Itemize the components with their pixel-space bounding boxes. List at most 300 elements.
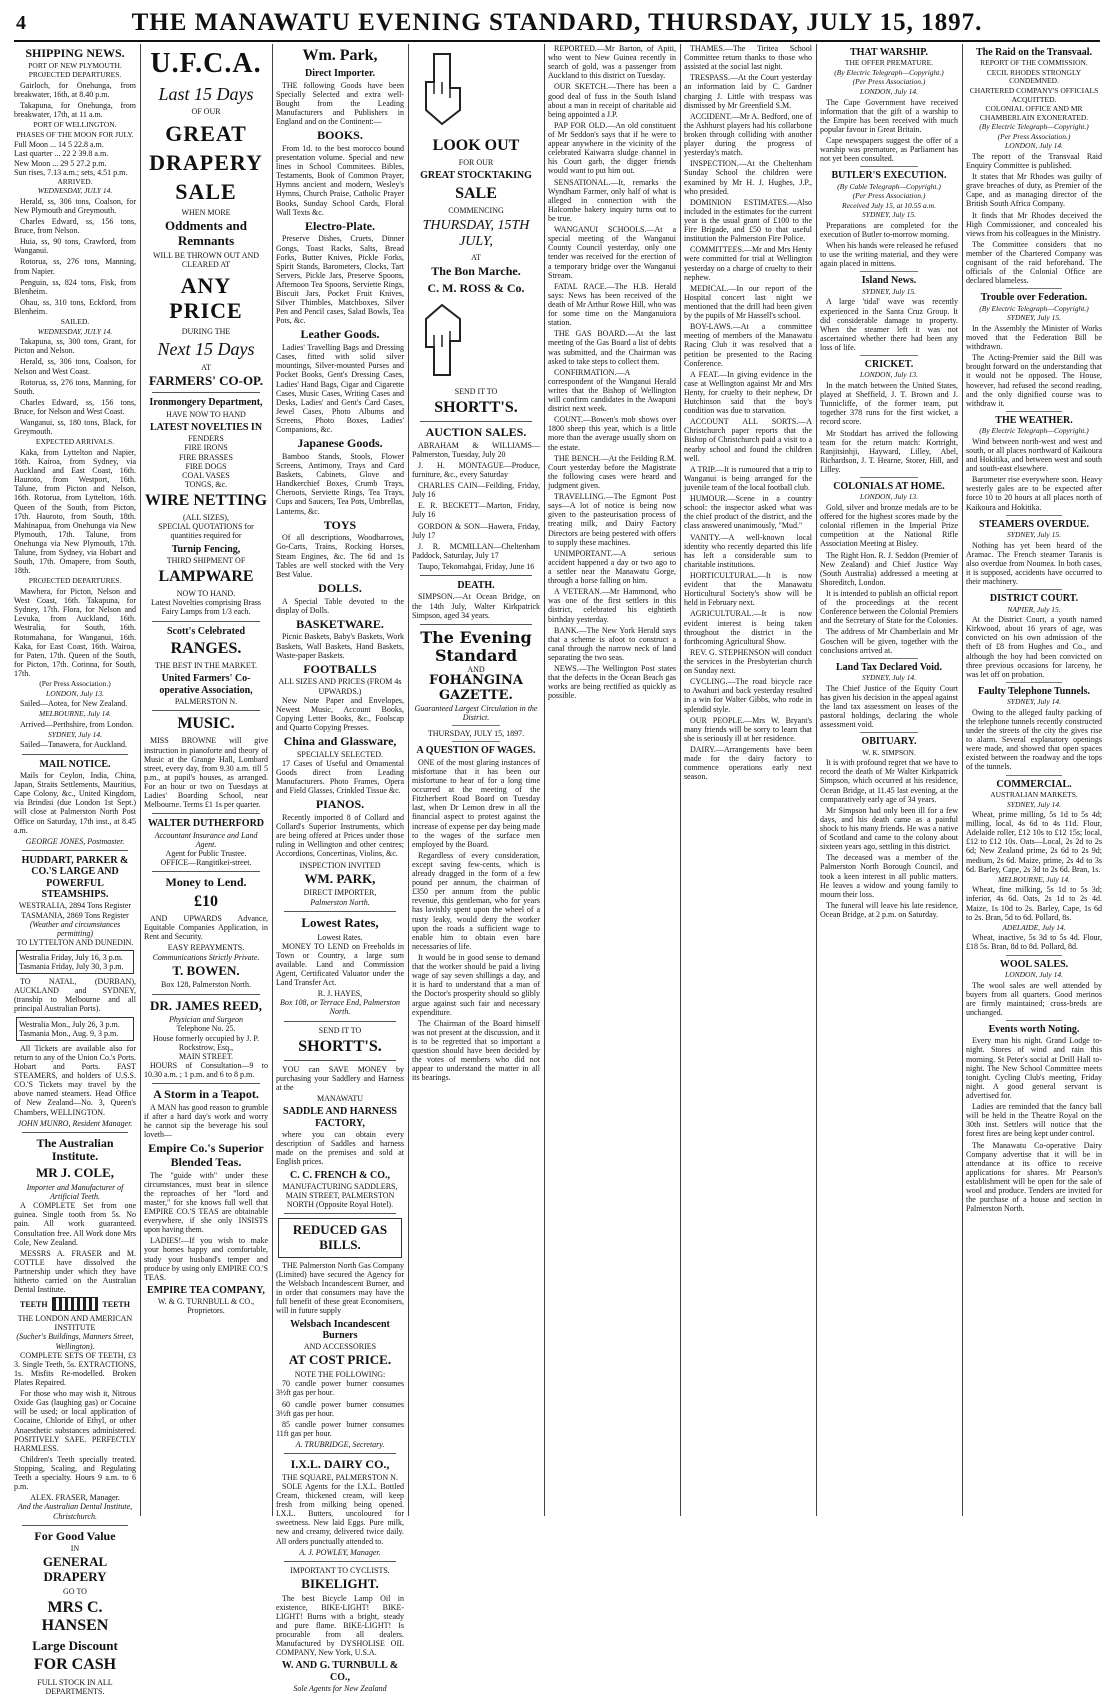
steamers-text: Nothing has yet been heard of the Aramac. The French steamer Taranis is also overdue from Noumea. In both cases, it is supposed, accidents have occurred to their machinery. [966,540,1102,587]
shorts: SHORTT'S. [298,1037,382,1055]
paper-title: The Evening Standard [420,627,532,666]
toys-heading: TOYS [323,517,357,532]
french-name: C. C. FRENCH & CO., [290,1169,390,1181]
auction-heading: AUCTION SALES. [425,425,527,439]
auction-item: ABRAHAM & WILLIAMS—Palmerston, Tuesday, July 20 [412,440,540,459]
butler-heading: BUTLER'S EXECUTION. [831,170,947,182]
lampware: LAMPWARE [158,568,254,586]
hayes-address: Box 108, or Terrace End, Palmerston North. [280,998,400,1017]
huddart-signature: JOHN MUNRO, Resident Manager. [17,1118,133,1128]
last-15-days: Last 15 Days [158,83,254,104]
empire-proprietors: W. & G. TURNBULL & CO., Proprietors. [157,1297,255,1316]
paper-and: AND [467,665,485,675]
dateline: LONDON, July 14. [860,87,918,97]
obituary-text: The deceased was a member of the Palmerston North Borough Council, and took a keen interest in all public matters. He leaves a widow and young family to mourn their loss. [820,853,958,899]
leather-heading: Leather Goods. [300,327,380,342]
telegraph-credit: (By Electric Telegraph—Copyright.) [979,303,1089,313]
sailed-item: Charles Edward, ss, 156 tons, Bruce, for Nelson and West Coast. [14,397,136,416]
japanese-text: Bamboo Stands, Stools, Flower Screens, Antimony, Trays and Card Baskets, Cabinets, Glove and Handkerchief Boxes, Crumb Trays, Cheroots, Serviette Rings, Tea Trays, Cups and Saucers, Tea Pots, Umbrellas, Lanterns, &c. [276,451,404,516]
column-farmers [144,44,268,1516]
page-number: 4 [16,12,26,34]
bike-text: The best Bicycle Lamp Oil in existence, BIKE-LIGHT! BIKE-LIGHT! Burns with a bright, steady and pure flame. BIKE-LIGHT! Is procurable from all dealers. Manufactured by DYSHOLISE OIL COMPANY, New York, U.S.A. [276,1593,404,1658]
during: DURING THE [181,326,231,336]
warship-text: The Cape Government have received information that the gift of a warship to the Empire has been received with much popular favour in Great Britain. [820,97,958,134]
guaranteed: Guaranteed Largest Circulation in the District. [414,704,538,723]
palmerston: PALMERSTON N. [174,697,238,707]
pointing-hand-icon [412,301,472,381]
teeth-label: TEETH [102,1299,130,1309]
accessories: AND ACCESSORIES [303,1342,377,1352]
column-cables [966,44,1102,1516]
note: NOTE THE FOLLOWING: [294,1370,386,1380]
press-credit: (Per Press Association.) [852,77,926,87]
institute-manager: ALEX. FRASER, Manager. [30,1493,120,1503]
japanese-heading: Japanese Goods. [297,436,383,451]
basket-text: Picnic Baskets, Baby's Baskets, Work Baskets, Wall Baskets, Hand Baskets, Waste-paper Baskets. [276,632,404,660]
look-out: LOOK OUT [432,137,520,155]
news-paragraph: INSPECTION.—At the Cheltenham Sunday School the children were examined by Mr H. J. Hughes, J.P., who presided. [684,159,812,196]
dateline: SYDNEY, July 15. [1007,313,1061,323]
auction-item: J. R. MCMILLAN—Cheltenham Paddock, Saturday, July 17 [412,541,540,560]
institute-heading: The Australian Institute. [36,1135,114,1164]
hayes-text: MONEY TO LEND on Freeholds in Town or Country, a large sum available. Land and Commission Agent, Certificated Valuator under the Land Transfer Act. [276,941,404,988]
colonials-text: The Right Hon. R. J. Seddon (Premier of New Zealand) and Chief Justice Way (South Australia) addressed a meeting at Shoreditch, London. [820,550,958,587]
huddart-line: TASMANIA, 2869 Tons Register [21,910,129,920]
trubridge: A. TRUBRIDGE, Secretary. [295,1439,385,1449]
value-go: GO TO [63,1587,87,1597]
value-discount: Large Discount [32,1637,118,1653]
mail-text: Mails for Ceylon, India, China, Japan, Straits Settlements, Mauritius, Cape Colony, &c., United Kingdom, via Brindisi (due London 1st Sept.) will close at Palmerston North Post Office on Saturday, 17th inst., at 8.45 a.m. [14,770,136,835]
raid-sub: CHARTERED COMPANY'S OFFICIALS ACQUITTED. [969,86,1099,104]
news-paragraph: A TRIP.—It is rumoured that a trip to Wanganui is being arranged for the juvenile team of the local football club. [684,464,812,493]
obituary-text: Mr Simpson had only been ill for a few days, and his death came as a painful shock to his many friends. He was a native of Scotland and came to the colony about sixteen years ago, settling in this district. [820,805,958,852]
column-rule [962,44,963,1516]
editorial-paragraph: Regardless of every consideration, except saving few-cents, which is already dragged in the form of a few pound per annum, the chairman of £350 per annum from the public revenue, this gentleman, who for years has lavishly spent upon the wheel of a rusty leaky, would deny the worker upon the roads a sufficient wage to enable him to obtain even bare necessaries of life. [412,850,540,951]
scotts: Scott's Celebrated [166,625,246,637]
obituary-text: It is with profound regret that we have to record the death of Mr Walter Kirkpatrick Simpson, which occurred at his residence, Ocean Bridge, at 11.45 last evening, at the comparatively early age of 34 years. [820,758,958,804]
fender-item: FIRE IRONS [184,443,228,453]
dateline: SYDNEY, July 15. [1007,530,1061,540]
schedule-row: Tasmania Friday, July 30, 3 p.m. [19,962,124,972]
raid-text: It states that Mr Rhodes was guilty of grave breaches of duty, as Premier of the Cape, and as managing director of the British South Africa Company. [966,172,1102,209]
bon-marche: The Bon Marche. [431,264,521,279]
ixl-heading: I.X.L. DAIRY CO., [290,1457,390,1472]
arrived-heading: ARRIVED. [57,176,93,186]
have-now: HAVE NOW TO HAND [166,409,246,419]
send-it: SEND IT TO [318,1025,362,1035]
money-text: AND UPWARDS Advance, Equitable Companies Application, in Rent and Security. [144,914,268,942]
pianos-heading: PIANOS. [315,797,365,812]
raid-heading: The Raid on the Transvaal. [975,47,1093,58]
raid-text: The report of the Transvaal Raid Enquiry Committee is published. [966,151,1102,170]
events-heading: Events worth Noting. [988,1023,1080,1035]
when-more: WHEN MORE [181,207,231,217]
sale-date: THURSDAY, 15TH JULY, [422,218,530,250]
sun-times: Sun rises, 7.13 a.m.; sets, 4.51 p.m. [14,167,128,177]
wool-text: The wool sales are well attended by buyers from all quarters. Good merinos are firmly maintained; cross-breds are unchanged. [966,980,1102,1017]
reed-hours: HOURS of Consultation—9 to 10.30 a.m. ; 1 p.m. and 6 to 8 p.m. [144,1060,268,1079]
turnip-fencing: Turnip Fencing, [171,543,241,555]
island-text: A large 'tidal' wave was recently experienced in the Santa Cruz Group. It did considerable damage to property. When the steamer left it was not ascertained whether there had been any loss of life. [820,297,958,352]
china-sub: SPECIALLY SELECTED. [296,749,383,759]
london-institute-address: (Sucher's Buildings, Manners Street, Wellington). [16,1332,134,1351]
books-text: From 1d. to the best morocco bound presentation volume. Special and new lines in School Commitees. Bibles, Testaments, Book of Common Prayer, Hymns ancient and modern, Wesley's Hymns, Church Praise, Catholic Prayer Books, Sunday School Cards, Floral Wall Texts &c. [276,143,404,217]
masthead [14,6,1100,42]
raid-sub: REPORT OF THE COMMISSION. [980,58,1088,68]
huddart-route: TO NATAL, (DURBAN), AUCKLAND and SYDNEY, (tranship to Melbourne and all principal Australian Ports). [14,977,136,1014]
tunnels-text: Owing to the alleged faulty packing of the telephone tunnels recently constructed under the streets of the city the gives rise to alarm. Several explanatory openings were made, and showed that open spaces existed between the roadway and the tops of the tunnels. [966,707,1102,772]
dateline: SYDNEY, July 15. [862,210,916,220]
column-local-news-2 [684,44,812,1516]
institute-text: A COMPLETE Set from one guinea. Single tooth from 5s. No pain. All work guaranteed. Consultation free. All Work done Mrs Cole, New Zealand. [14,1201,136,1247]
empire-heading: Empire Co.'s Superior Blended Teas. [148,1141,264,1169]
sailed-date: WEDNESDAY, JULY 14. [37,326,113,336]
mail-heading: MAIL NOTICE. [39,758,111,770]
events-text: Ladies are reminded that the fancy ball will be held in the Theatre Royal on the 30th inst. Settlers will notice that the forest fires are being kept under control. [966,1102,1102,1139]
news-paragraph: A VETERAN.—Mr Hammond, who was one of the first settlers in this district, celebrated his eightieth birthday yesterday. [548,587,676,624]
news-paragraph: HORTICULTURAL.—It is now evident that the Manawatu Horticultural Society's show will be held in February next. [684,571,812,608]
news-paragraph: A FEAT.—In giving evidence in the case at Wellington against Mr and Mrs Henty, for cruelty to their nephew, Dr Hutchinson said that the boy's condition was due to starvation. [684,369,812,416]
china-heading: China and Glassware, [283,734,397,749]
schedule-box [16,1017,134,1041]
news-paragraph: BANK.—The New York Herald says that a scheme is afoot to construct a canal through the narrow neck of land separating the two seas. [548,625,676,662]
schedule-row: Tasmania Mon., Aug. 9, 3 p.m. [19,1028,119,1038]
dateline: LONDON, July 13. [860,370,918,380]
auction-item: CHARLES CAIN—Feilding, Friday, July 16 [412,481,540,500]
cricket-heading: CRICKET. [864,359,914,371]
raid-sub: COLONIAL OFFICE AND MR CHAMBERLAIN EXONERATED. [979,104,1089,122]
arrived-date: WEDNESDAY, JULY 14. [37,186,113,196]
colonials-text: Gold, silver and bronze medals are to be offered for the highest scores made by the colonial riflemen in the Imperial Prize competition at the National Rifle Association Meeting at Bisley. [820,503,958,549]
london-institute-heading: THE LONDON AND AMERICAN INSTITUTE [17,1314,133,1333]
sailed-heading: SAILED. [60,317,90,327]
dolls-text: A Special Table devoted to the display of Dolls. [276,596,404,615]
basket-heading: BASKETWARE. [296,616,384,631]
departures-heading: PROJECTED DEPARTURES. [28,576,122,586]
news-paragraph: ACCIDENT.—Mr A. Bedford, one of the Ashhurst players had his collarbone broken through colliding with another player during the progress of yesterday's match. [684,111,812,158]
huddart-line: WESTRALIA, 2894 Tons Register [18,901,132,911]
press-credit: (Per Press Association.) [997,131,1071,141]
bikelight: BIKELIGHT. [301,1575,379,1591]
schedule-row: Westralia Mon., July 26, 3 p.m. [19,1019,120,1029]
commencing: COMMENCING [448,206,504,216]
teeth-icon [52,1297,99,1311]
next-15-days: Next 15 Days [157,338,255,359]
raid-text: It finds that Mr Rhodes deceived the High Commissioner, and concealed his views from his colleagues in the Ministry. [966,210,1102,238]
news-paragraph: SENSATIONAL.—It, remarks the Wyndham Farmer, only half of what is alleged in connection with the Halcombe bakery inquiry turns out to be true. [548,177,676,223]
gas-price: 60 candle power burner consumes 3½ft gas per hour. [276,1399,404,1418]
all-sizes: (ALL SIZES), [183,513,229,523]
land-text: The Chief Justice of the Equity Court has given his decision in the appeal against the land tax assessment on leases of the pastoral holdings, declaring the whole assessment void. [820,683,958,730]
value-footer: FULL STOCK IN ALL DEPARTMENTS. [37,1677,113,1696]
teeth-illustration [20,1297,130,1311]
dateline: SYDNEY, July 14. [1007,697,1061,707]
reed-telephone: Telephone No. 25. [176,1024,236,1034]
schedule-row: Westralia Friday, July 16, 3 p.m. [19,952,123,962]
dateline: LONDON, July 14. [1005,969,1063,979]
cricket-text: Mr Stoddart has arrived the following team for the return match: Kortright, Ranjitsinhji, Hayward, Lilley, Abel, Richardson, J. T. Hearne, Storer, Hill, and Lilley. [820,428,958,474]
warship-sub: THE OFFER PREMATURE. [844,58,934,68]
cricket-text: In the match between the United States, played at Sheffield, J. T. Brown and J. Tunnicliffe, of the former team, put together 378 runs for the first wicket, a record score. [820,381,958,427]
electro-heading: Electro-Plate. [304,218,376,233]
auction-item: E. R. BECKETT—Marton, Friday, July 16 [412,501,540,520]
saddle-intro: YOU can SAVE MONEY by purchasing your Saddlery and Harness at the [276,1064,404,1093]
institute-text: COMPLETE SETS OF TEETH, £3 3. Single Teeth, 5s. EXTRACTIONS, 1s. Misfits Re-modelled. Broken Plates Repaired. [14,1350,136,1388]
fender-item: COAL VASES [182,470,230,480]
park-name: Wm. Park, [302,47,378,64]
gas-text: THE Palmerston North Gas Company (Limited) have secured the Agency for the Welsbach Incandescent Burner, and in order that consumers may have the full benefit of these great Economisers, will in future supply [276,1260,404,1316]
column-rule [408,44,409,1516]
news-paragraph: DOMINION ESTIMATES.—Also included in the estimates for the current year is the usual grant of £100 to the Fire Brigade, and £50 to that useful institution the Palmerston Fire Police. [684,197,812,244]
obituary-name: W. K. SIMPSON. [862,747,916,757]
special-quotations: SPECIAL QUOTATIONS for quantities required for [158,522,254,541]
gas-price: 70 candle power burner consumes 3½ft gas per hour. [276,1379,404,1398]
ufca-title: U.F.C.A. [150,48,262,79]
trouble-heading: Trouble over Federation. [980,292,1088,304]
editorial-heading: A QUESTION OF WAGES. [416,745,536,757]
dateline: SYDNEY, July 14. [48,729,102,739]
auction-item: J. H. MONTAGUE—Produce, furniture, &c., every Saturday [412,460,540,479]
cable-text: Sailed—Aotea, for New Zealand. [20,699,128,709]
sailed-item: Takapuna, ss, 300 tons, Grant, for Picton and Nelson. [14,337,136,356]
storm-heading: A Storm in a Teapot. [153,1087,259,1102]
reed-title: Physician and Surgeon [169,1015,243,1025]
departures-text: Mawhera, for Picton, Nelson and West Coast, 16th. Takapuna, for Sydney, 17th. Flora, for Nelson and Levuka, from Auckland, 16th. Westralia, for South, 16th. Rotomahana, for Wanganui, 16th. Kaka, for East Coast, 16th. Wairoa, for Paten, 17th. Queen of the South, for Picton, 17th. Corinna, for South, 17th. [14,586,136,678]
news-paragraph: CONFIRMATION.—A correspondent of the Wanganui Herald writes that the Bishop of Wellington will confirm candidates in the Awapuni district next week. [548,367,676,414]
wool-heading: WOOL SALES. [999,958,1069,970]
toys-text: Of all descriptions, Woodbarrows, Go-Carts, Trains, Rocking Horses, Steam Engines, &c. The 6d and 1s Tables are well stocked with the Very Best Value. [276,533,404,579]
news-paragraph: COUNT.—Bowen's mob shows over 1800 sheep this year, which is a little more than the average usually shorn on the estate. [548,415,676,452]
shipping-line: Takapuna, for Onehunga, from breakwater, 17th, at 11 a.m. [14,100,136,120]
paper-title-2: FOHANGINA GAZETTE. [429,673,523,704]
huddart-text: All Tickets are available also for return to any of the Union Co.'s Ports. Hobart and Ports. FAST STEAMERS, and holders of U.S.S. CO.'S Tickets may travel by the above named steamers. Head Office of New Zealand—No. 3, Queen's Chambers, WELLINGTON. [14,1043,136,1117]
dateline: LONDON, July 13. [860,492,918,502]
lowest-sub: Lowest Rates. [317,932,363,942]
wire-netting: WIRE NETTING [144,491,268,509]
arrived-item: Penguin, ss, 824 tons, Fisk, from Blenheim. [14,277,136,296]
butler-text: When his hands were released he refused to use the writing material, and they were again placed in mittens. [820,241,958,269]
news-paragraph: MEDICAL.—In our report of the Hospital concert last night we mentioned that the drill had been given by the pupils of Mr Hassell's school. [684,283,812,321]
institute-text: MESSRS A. FRASER and M. COTTLE have dissolved the Partnership under which they have hitherto carried on the Australian Dental Institute. [14,1248,136,1295]
news-paragraph: VANITY.—A well-known local identity who recently departed this life has left a considerable sum to charitable institutions. [684,532,812,569]
news-paragraph: CYCLING.—The road bicycle race to Awahuri and back yesterday resulted in a win for Walter Gibbs, who rode in splendid style. [684,677,812,714]
great: GREAT [165,120,247,146]
best-in-market: THE BEST IN THE MARKET. [155,661,257,671]
manawatu: MANAWATU [316,1094,364,1104]
of-our: OF OUR [191,107,221,117]
newspaper-title: THE MANAWATU EVENING STANDARD, THURSDAY, JULY 15, 1897. [131,9,983,36]
park-name-2: WM. PARK, [304,870,376,886]
weather-text: Wind between north-west and west and south, or all places northward of Kaikoura and Hokitika, and between west and south and south-east elsewhere. [966,436,1102,474]
huddart-heading: HUDDART, PARKER & CO.'S LARGE AND POWERFUL STEAMSHIPS. [21,854,129,900]
news-paragraph: NEWS.—The Wellington Post states that the defects in the Ocean Beach gas works are being rectified as quickly as possible. [548,664,676,701]
projected-heading: PROJECTED DEPARTURES. [28,70,122,80]
storm-text: A MAN has good reason to grumble if after a hard day's work and worry he cannot sip the beverage his soul loveth— [144,1102,268,1140]
fender-item: FIRE DOGS [185,461,227,471]
commercial-text: Wheat, prime milling, 5s 1d to 5s 4d; milling, local, 4s 6d to 4s 11d. Flour, Adelaide roller, £12 10s to £12 15s; local, £12 to £12 10s. Oats—Local, 2s 2d to 2s 6d; New Zealand prime, 2s 6d to 2s 9d; medium, 2s 6d. Maize, prime, 2s 4d to 3s 6d. Barley, Cape, 2s 3d to 2s 6d. Bran, 1s. [966,810,1102,874]
telegraph-credit: (By Cable Telegraph—Copyright.) [837,181,941,191]
value-general: GENERAL DRAPERY [42,1554,108,1585]
easy-repayments: EASY REPAYMENTS. [167,943,245,953]
news-paragraph: REPORTED.—Mr Barton, of Apiti, who went to New Guinea recently in search of gold, was a passenger from Auckland to this district on Tuesday. [548,44,676,81]
football-sub: ALL SIZES AND PRICES (FROM 4s UPWARDS.) [278,677,402,696]
district-text: At the District Court, a youth named Kirkwood, about 16 years of age, was convicted on his own admission of the theft of £8 from Hughes and Co., and although the boy had been convicted on three previous occasions for larceny, he was let off on probation. [966,615,1102,679]
accountant: Accountant Insurance and Land Agent. [154,830,258,849]
cable-text: Arrived—Perthshire, from London. [20,719,134,729]
colonials-heading: COLONIALS AT HOME. [833,481,945,493]
news-paragraph: UNIMPORTANT.—A serious accident happened a day or two ago to a settler near the Manawatu Gorge, through a horse falling on him. [548,548,676,586]
now-to-hand: NOW TO HAND. [176,589,236,599]
inspection: INSPECTION INVITED [299,860,381,870]
events-text: Every man his night. Grand Lodge to-night. Stores of wind and rain this morning. St Peter's social at Drill Hall to-night. The New School Committee meets tonight. Cycling Club's meeting, Friday night. A good general servant is advertised for. [966,1036,1102,1100]
united-farmers: United Farmers' Co-operative Association, [159,673,253,696]
land-heading: Land Tax Declared Void. [836,661,942,673]
sailed-item: Herald, ss, 306 tons, Coalson, for Nelson and West Coast. [14,357,136,376]
tunnels-heading: Faulty Telephone Tunnels. [978,685,1090,697]
electro-text: Preserve Dishes, Cruets, Dinner Gongs, Toast Racks, Salts, Bread Forks, Butter Knives, Pickle Forks, Spirit Stands, Barometers, Clocks, Tart Servers, Pickle Jars, Preserve Spoons, Afternoon Tea Spoons, Serviette Rings, Biscuit Jars, Pocket Fruit Knives, Silver Thimbles, Matchboxes, Silver Pen and Pencil cases, Salad Bowls, Tea Pots, &c. [276,234,404,326]
trouble-text: In the Assembly the Minister of Works moved that the Federation Bill be withdrawn. [966,323,1102,352]
telegraph-credit: (By Electric Telegraph—Copyright.) [834,67,944,77]
value-cash: FOR CASH [33,1656,117,1674]
press-credit: (Per Press Association.) [852,191,926,201]
raid-sub: CECIL RHODES STRONGLY CONDEMNED. [986,67,1082,86]
moon-heading: PHASES OF THE MOON FOR JULY. [16,129,134,139]
news-paragraph: TRESPASS.—At the Court yesterday an information laid by C. Gardner charging J. Little with trespass was dismissed by Mr Greenfield S.M. [684,73,812,110]
events-text: The Manawatu Co-operative Dairy Company advertise that it will be in attendance at its office to receive applications for shares. Mr Pearson's establishment will be open for the sale of wool and produce. Tenders are invited for the purchase of a house and section in Palmerston North. [966,1140,1102,1214]
dateline: SYDNEY, July 15. [862,286,916,296]
moon-phase: New Moon ... 29 5 27.2 p.m. [14,158,107,168]
dateline: ADELAIDE, July 14. [1002,922,1066,932]
sailed-item: Wanganui, ss, 180 tons, Black, for Greymouth. [14,418,136,437]
news-paragraph: COMMITTEES.—Mr and Mrs Henty were committed for trial at Wellington yesterday on a charge of cruelty to their nephew. [684,245,812,282]
news-paragraph: BOY-LAWS.—At a committee meeting of members of the Manawatu Racing Club it was resolved that a petition be presented to the Racing Conference. [684,322,812,368]
column-rule [816,44,817,1516]
teeth-label: TEETH [20,1299,48,1309]
arrived-item: Charles Edward, ss, 156 tons, Bruce, from Nelson. [14,217,136,236]
football-heading: FOOTBALLS [303,661,377,676]
huddart-line: TO LYTTELTON AND DUNEDIN. [16,937,134,947]
dateline: MELBOURNE, July 14. [997,874,1071,884]
obituary-heading: OBITUARY. [861,736,917,748]
weather-text: Barometer rise everywhere soon. Heavy westerly gales are to be expected after force 10 to 20 hours at all places north of Kaikoura and Hokitika. [966,475,1102,512]
raid-text: The Committee considers that no member of the Chartered Company was cognisant of the raid beforehand. The officials of the Colonial Office are declared blameless. [966,239,1102,286]
mail-signature: GEORGE JONES, Postmaster. [25,836,125,846]
lamp-novelties: Latest Novelties comprising Brass Fairy Lamps from 1/3 each. [151,598,261,617]
wellington-heading: PORT OF WELLINGTON. [33,120,117,130]
any-price: ANY PRICE [169,272,243,323]
news-paragraph: FATAL RACE.—The H.B. Herald says: News has been received of the death of Mr Arthur Rowe Hill, who was for some time on the Manganuiora station. [548,281,676,328]
great-stocktaking: GREAT STOCKTAKING [420,170,532,182]
steamers-heading: STEAMERS OVERDUE. [978,518,1090,530]
french-sub: MANUFACTURING SADDLERS, [282,1181,398,1191]
ladies-text: LADIES!—If you wish to make your homes happy and comfortable, study your husband's temper and produce by using only EMPIRE CO.'S TEAS. [144,1236,268,1282]
sale: SALE [175,178,237,204]
news-paragraph: REV. G. STEPHENSON will conduct the services in the Presbyterian church on Sunday next. [684,647,812,676]
news-paragraph: DAIRY.—Arrangements have been made for the dairy factory to commence operations early next season. [684,744,812,782]
port-heading: PORT OF NEW PLYMOUTH. [28,60,122,70]
value-heading: For Good Value [34,1528,116,1543]
ixl-sub: THE SQUARE, PALMERSTON N. [282,1472,398,1482]
column-rule [680,44,681,1516]
gas-price: 85 candle power burner consumes 11ft gas per hour. [276,1419,404,1438]
saddle-factory: SADDLE AND HARNESS FACTORY, [283,1106,397,1129]
dateline: LONDON, July 14. [1005,141,1063,151]
received-line: Received July 15, at 10.55 a.m. [842,200,936,210]
reed-street: MAIN STREET. [178,1051,234,1061]
latest-novelties: LATEST NOVELTIES IN [149,421,263,433]
news-paragraph: THE GAS BOARD.—At the last meeting of the Gas Board a list of debts was submitted, and the Chairman was asked to take steps to collect them. [548,329,676,366]
thrown-out: WILL BE THROWN OUT AND CLEARED AT [152,250,260,269]
sailed-item: Rotorua, ss, 276 tons, Manning, for South. [14,377,136,396]
ixl-manager: A. J. POWLEY, Manager. [299,1547,381,1557]
at-cost: AT COST PRICE. [288,1352,392,1368]
empire-company: EMPIRE TEA COMPANY, [147,1284,265,1296]
colonials-text: The address of Mr Chamberlain and Mr Goschen will be given, together with the conclusions arrived at. [820,627,958,655]
fender-item: FIRE BRASSES [178,452,234,462]
leather-text: Ladies' Travelling Bags and Dressing Cases, fitted with solid silver mountings, Silver-mounted Purses and Pocket Books, Gent's Dressing Cases, Ladies' Hand Bags, Cigar and Cigarette Cases, Music Cases, Writing Cases and Desks, Ladies' and Gent's Card Cases, Jewel Cases, Photo Albums and Screens, Photo Boxes, Ladies' Companions, &c. [276,343,404,435]
french-address: MAIN STREET, PALMERSTON NORTH (Opposite Royal Hotel). [285,1191,395,1210]
park-importer-2: DIRECT IMPORTER, [303,888,377,898]
institute-name: MR J. COLE, [36,1165,114,1181]
moon-phase: Full Moon ... 14 5 22.8 a.m. [14,140,104,150]
dutherford: WALTER DUTHERFORD [147,818,265,830]
butler-text: Preparations are completed for the execution of Butler to-morrow morning. [820,220,958,240]
colonials-text: It is intended to publish an official report of the proceedings at the recent Conference between the Colonial Premiers and the Secretary of State for the Colonies. [820,589,958,626]
news-paragraph: THE BENCH.—At the Feilding R.M. Court yesterday before the Magistrate the following cases were heard and judgment given. [548,453,676,491]
commercial-sub: AUSTRALIAN MARKETS. [990,789,1078,799]
music-text: MISS BROWNE will give instruction in pianoforte and theory of Music at the Grange Hall, Lombard street, every day, from 9.30 a.m. till 5 p.m., at pupil's houses, as arranged. For an hour or two on Tuesdays at Ladies' Boarding School, near Melbourne. Terms £1 1s per quarter. [144,736,268,810]
dateline: MELBOURNE, July 14. [38,709,112,719]
park-importer: Direct Importer. [305,68,375,80]
ranges: RANGES. [170,639,242,657]
death-text: SIMPSON.—At Ocean Bridge, on the 14th July, Walter Kirkpatrick Simpson, aged 34 years. [412,592,540,620]
books-heading: BOOKS. [317,128,363,143]
dateline: SYDNEY, July 14. [1007,799,1061,809]
column-telegrams [820,44,958,1516]
institute-text: Children's Teeth specially treated. Stopping, Scaling, and Regulating Teeth a specialty. Hours 9 a.m. to 6 p.m. [14,1454,136,1492]
news-paragraph: PAP FOR OLD.—An old constituent of Mr Seddon's says that if he were to appear anywhere in the vicinity of the celebrated Kaiwarra sludge channel in his Court garb, the digger friends would want to put him out. [548,120,676,176]
arrived-item: Huia, ss, 90 tons, Crawford, from Wanganui. [14,237,136,256]
shipping-line: Gairloch, for Onehunga, from breakwater, 16th, at 8.40 p.m. [14,80,136,99]
china-text: 17 Cases of Useful and Ornamental Goods direct from Leading Manufacturers. Photo Frames, Opera and Field Glasses, Crinkled Tissue &c. [276,758,404,796]
reed-name: DR. JAMES REED, [150,997,262,1013]
hayes-name: R. J. HAYES, [317,989,363,999]
news-paragraph: WANGANUI SCHOOLS.—At a special meeting of the Wanganui County Council yesterday, only one tender was received for the erection of a temporary bridge over the Wanganui Stream. [548,225,676,280]
news-paragraph: HUMOUR.—Scene in a country school: the inspector asked what was the chief product of the district, and the class answered unanimously, "Mud." [684,494,812,531]
column-local-news [548,44,676,1516]
saddle-text: where you can obtain every description of Saddles and harness made on the premises and sold at English prices. [276,1130,404,1167]
commercial-text: Wheat, fine milking, 5s 1d to 5s 3d; inferior, 4s 6d. Oats, 2s 1d to 2s 4d. Maize, 1s 10d to 2s. Barley, Cape, 1s 6d to 2s. Bran, 5d to 6d. Pollard, 8s. [966,885,1102,922]
farmers-coop: FARMERS' CO-OP. [148,372,264,388]
expected-text: Kaka, from Lyttelton and Napier, 16th. Kairoa, from Sydney, via Auckland and East Coast, 16th. Hauroto, from Westport, 16th. Talune, from Picton and Nelson, 16th. Rotorua, from Lyttelton, 16th. Queen of the South, from Picton, 17th. Hauroto, from South, 18th. Mahinapua, from Onehunga via New Plymouth, 17th. Talune, from Onehunga via New Plymouth, 17th. Talune, from Sydney, via Hobart and South, 17th. Omapere, from South, 18th. [14,447,136,576]
issue-date: THURSDAY, JULY 15, 1897. [427,729,525,739]
shipping-heading: SHIPPING NEWS. [25,46,125,60]
commercial-text: Wheat, inactive, 5s 3d to 5s 4d. Flour, £18 5s. Bran, 8d to 8d. Pollard, 8d. [966,933,1102,952]
commercial-heading: COMMERCIAL. [996,778,1072,790]
empire-text: The "guide with" under these circumstances, must bear in silence the reproaches of her "lord and master," for she knows full well that EMPIRE CO.'S TEAS are obtainable everywhere, if she only INSISTS upon having them. [144,1170,268,1235]
editorial-paragraph: The Chairman of the Board himself was not present at the discussion, and it is to be regretted that so important a question should have been decided by the votes of members who did not appear to understand the matter in all its bearings. [412,1018,540,1083]
column-rule [140,44,141,1516]
stocktaking-sale: SALE [455,184,497,202]
value-in: IN [70,1544,80,1554]
communications: Communications Strictly Private. [152,952,260,962]
death-heading: DEATH. [457,580,495,592]
cyclists: IMPORTANT TO CYCLISTS. [290,1565,390,1575]
district-heading: DISTRICT COURT. [989,593,1079,605]
institute-branch: And the Australian Dental Institute, Christchurch. [17,1502,133,1521]
auction-item: Taupo, Tekomahgai, Friday, June 16 [418,561,535,571]
editorial-paragraph: ONE of the most glaring instances of misfortune that it has been our misfortune to hear of for a long time occurred at the meeting of the Fitzherbert Road Board on Tuesday last, when Dr Lemon drew in all the financial aspect to protest against the increase of expense per day being made to the wages of the surface men employed by the Board. [412,757,540,849]
